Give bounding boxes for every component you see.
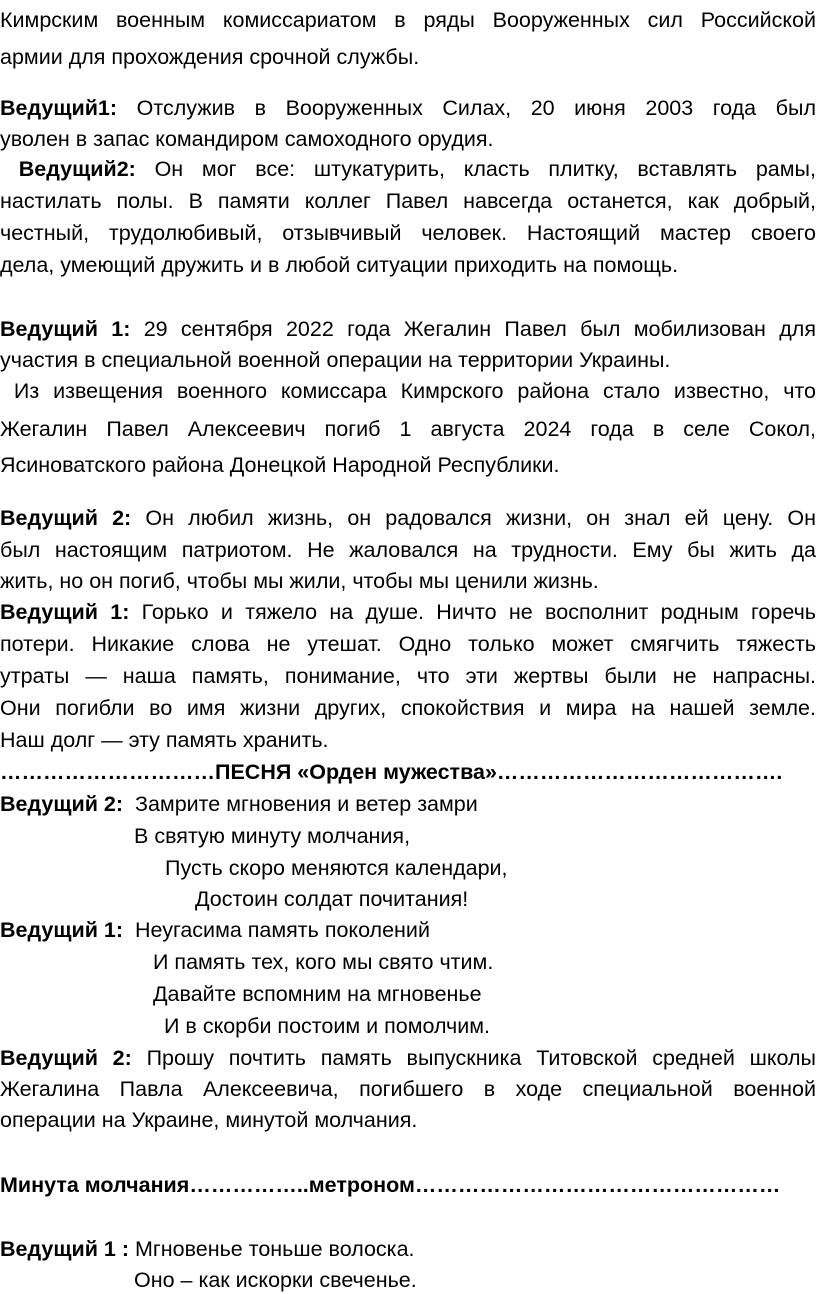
poem-line: Достоин солдат почитания! <box>195 887 469 911</box>
paragraph-line: Жегалин Павел Алексеевич погиб 1 августа 2024 года в селе Сокол, <box>0 417 816 441</box>
poem-line: Ведущий 1 : Мгновенье тоньше волоска. <box>0 1237 415 1261</box>
paragraph-line: участия в специальной военной операции на территории Украины. <box>0 348 671 372</box>
speaker-label: Ведущий 2: <box>0 506 132 530</box>
speaker-label: Ведущий 2: <box>0 792 124 816</box>
poem-line: И в скорби постоим и помолчим. <box>164 1014 490 1038</box>
speaker-label: Ведущий 1 : <box>0 1237 129 1261</box>
paragraph-line: Ведущий 2: Прошу почтить память выпускника Титовской средней школы <box>0 1046 816 1070</box>
poem-line: Давайте вспомним на мгновенье <box>153 982 482 1006</box>
speaker-label: Ведущий1: <box>0 96 118 120</box>
poem-line: Ведущий 1: Неугасима память поколений <box>0 918 430 942</box>
paragraph-line: Наш долг — эту память хранить. <box>0 728 329 752</box>
paragraph-line: дела, умеющий дружить и в любой ситуации приходить на помощь. <box>0 253 679 277</box>
paragraph-line: настилать полы. В памяти коллег Павел навсегда останется, как добрый, <box>0 189 816 213</box>
paragraph-line: Ясиноватского района Донецкой Народной Республики. <box>0 453 560 477</box>
poem-line: Ведущий 2: Замрите мгновения и ветер замри <box>0 792 478 816</box>
paragraph-line: был настоящим патриотом. Не жаловался на трудности. Ему бы жить да <box>0 538 816 562</box>
paragraph-line: Из извещения военного комиссара Кимрского района стало известно, что <box>13 379 816 403</box>
paragraph-line: операции на Украине, минутой молчания. <box>0 1108 418 1132</box>
paragraph-line: уволен в запас командиром самоходного орудия. <box>0 127 494 151</box>
speaker-label: Ведущий 1: <box>0 317 131 341</box>
speaker-label: Ведущий 2: <box>0 1046 132 1070</box>
paragraph-line: честный, трудолюбивый, отзывчивый человек. Настоящий мастер своего <box>0 221 816 245</box>
speaker-label: Ведущий 1: <box>0 918 124 942</box>
paragraph-line: Ведущий 1: Горько и тяжело на душе. Ничто не восполнит родным горечь <box>0 600 816 624</box>
paragraph-line: Ведущий 1: 29 сентября 2022 года Жегалин Павел был мобилизован для <box>0 317 816 341</box>
speaker-label: Ведущий2: <box>18 157 136 181</box>
paragraph-line: Кимрским военным комиссариатом в ряды Вооруженных сил Российской <box>0 8 816 32</box>
paragraph-line: Ведущий2: Он мог все: штукатурить, класть плитку, вставлять рамы, <box>18 157 816 181</box>
minute-of-silence-heading: Минута молчания……………..метроном…………………………………………… <box>0 1173 781 1197</box>
speaker-label: Ведущий 1: <box>0 600 130 624</box>
paragraph-line: Ведущий1: Отслужив в Вооруженных Силах, 20 июня 2003 года был <box>0 96 816 120</box>
paragraph-line: Они погибли во имя жизни других, спокойствия и мира на нашей земле. <box>0 696 816 720</box>
poem-line: В святую минуту молчания, <box>134 824 411 848</box>
poem-line: Оно – как искорки свеченье. <box>134 1268 417 1292</box>
paragraph-line: армии для прохождения срочной службы. <box>0 45 420 69</box>
paragraph-line: Ведущий 2: Он любил жизнь, он радовался жизни, он знал ей цену. Он <box>0 506 816 530</box>
poem-line: И память тех, кого мы свято чтим. <box>153 950 494 974</box>
paragraph-line: утраты — наша память, понимание, что эти жертвы были не напрасны. <box>0 664 816 688</box>
poem-line: Пусть скоро меняются календари, <box>165 856 508 880</box>
paragraph-line: Жегалина Павла Алексеевича, погибшего в ходе специальной военной <box>0 1077 816 1101</box>
song-heading: …………………………ПЕСНЯ «Орден мужества»…………………………………. <box>0 760 783 784</box>
paragraph-line: потери. Никакие слова не утешат. Одно только может смягчить тяжесть <box>0 632 816 656</box>
paragraph-line: жить, но он погиб, чтобы мы жили, чтобы мы ценили жизнь. <box>0 569 599 593</box>
